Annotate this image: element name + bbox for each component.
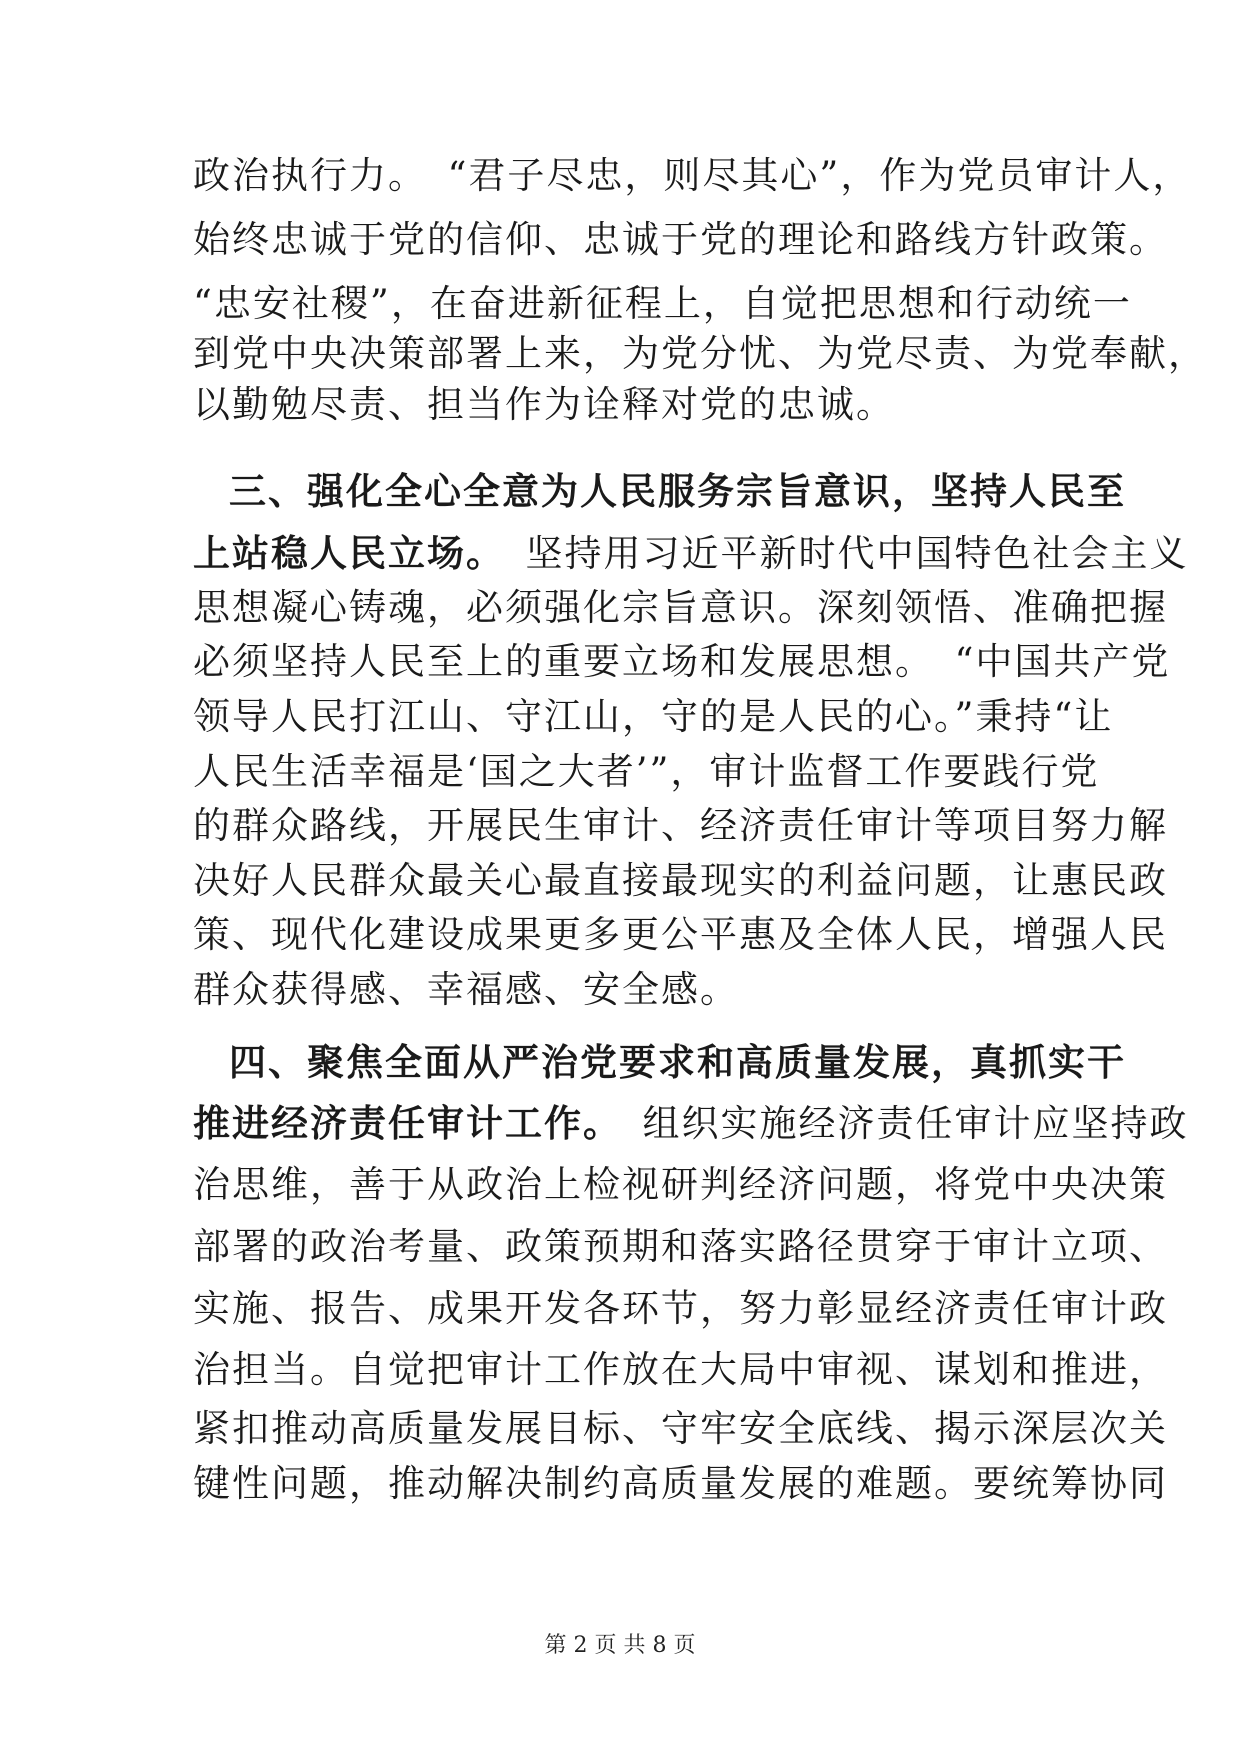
paragraph-line: 策、现代化建设成果更多更公平惠及全体人民，增强人民 — [193, 913, 1168, 956]
paragraph-line: 实施、报告、成果开发各环节，努力彰显经济责任审计政 — [193, 1287, 1168, 1330]
page-number-footer: 第 2 页 共 8 页 — [544, 1633, 696, 1658]
paragraph-line: 到党中央决策部署上来，为党分忧、为党尽责、为党奉献， — [193, 332, 1207, 375]
section-heading-4: 四、聚焦全面从严治党要求和高质量发展，真抓实干 — [229, 1040, 1126, 1084]
paragraph-line: 政治执行力。 “君子尽忠，则尽其心”，作为党员审计人， — [193, 154, 1192, 197]
paragraph-line: 群众获得感、幸福感、安全感。 — [193, 968, 739, 1011]
paragraph-line: 始终忠诚于党的信仰、忠诚于党的理论和路线方针政策。 — [193, 218, 1168, 261]
paragraph-line: 部署的政治考量、政策预期和落实路径贯穿于审计立项、 — [193, 1225, 1168, 1268]
paragraph-line: 思想凝心铸魂，必须强化宗旨意识。深刻领悟、准确把握 — [193, 586, 1168, 629]
paragraph-line: 治思维，善于从政治上检视研判经济问题，将党中央决策 — [193, 1163, 1168, 1206]
paragraph-line: 治担当。自觉把审计工作放在大局中审视、谋划和推进， — [193, 1348, 1168, 1391]
paragraph-line: 以勤勉尽责、担当作为诠释对党的忠诚。 — [193, 383, 895, 426]
paragraph-line: 键性问题，推动解决制约高质量发展的难题。要统筹协同 — [193, 1462, 1168, 1505]
paragraph-line: 必须坚持人民至上的重要立场和发展思想。 “中国共产党 — [193, 640, 1171, 683]
paragraph-line: 决好人民群众最关心最直接最现实的利益问题，让惠民政 — [193, 859, 1168, 902]
section-heading-3-line: 上站稳人民立场。 坚持用习近平新时代中国特色社会主义 — [193, 531, 1189, 575]
paragraph-line: “忠安社稷”，在奋进新征程上，自觉把思想和行动统一 — [193, 282, 1132, 325]
section-heading-4-line: 推进经济责任审计工作。 组织实施经济责任审计应坚持政 — [193, 1101, 1189, 1145]
paragraph-line: 紧扣推动高质量发展目标、守牢安全底线、揭示深层次关 — [193, 1407, 1168, 1450]
paragraph-line: 人民生活幸福是‘国之大者’”，审计监督工作要践行党 — [193, 750, 1100, 793]
section-heading-3: 三、强化全心全意为人民服务宗旨意识，坚持人民至 — [229, 469, 1126, 513]
paragraph-line: 的群众路线，开展民生审计、经济责任审计等项目努力解 — [193, 804, 1168, 847]
paragraph-line: 领导人民打江山、守江山，守的是人民的心。”秉持“让 — [193, 695, 1114, 738]
